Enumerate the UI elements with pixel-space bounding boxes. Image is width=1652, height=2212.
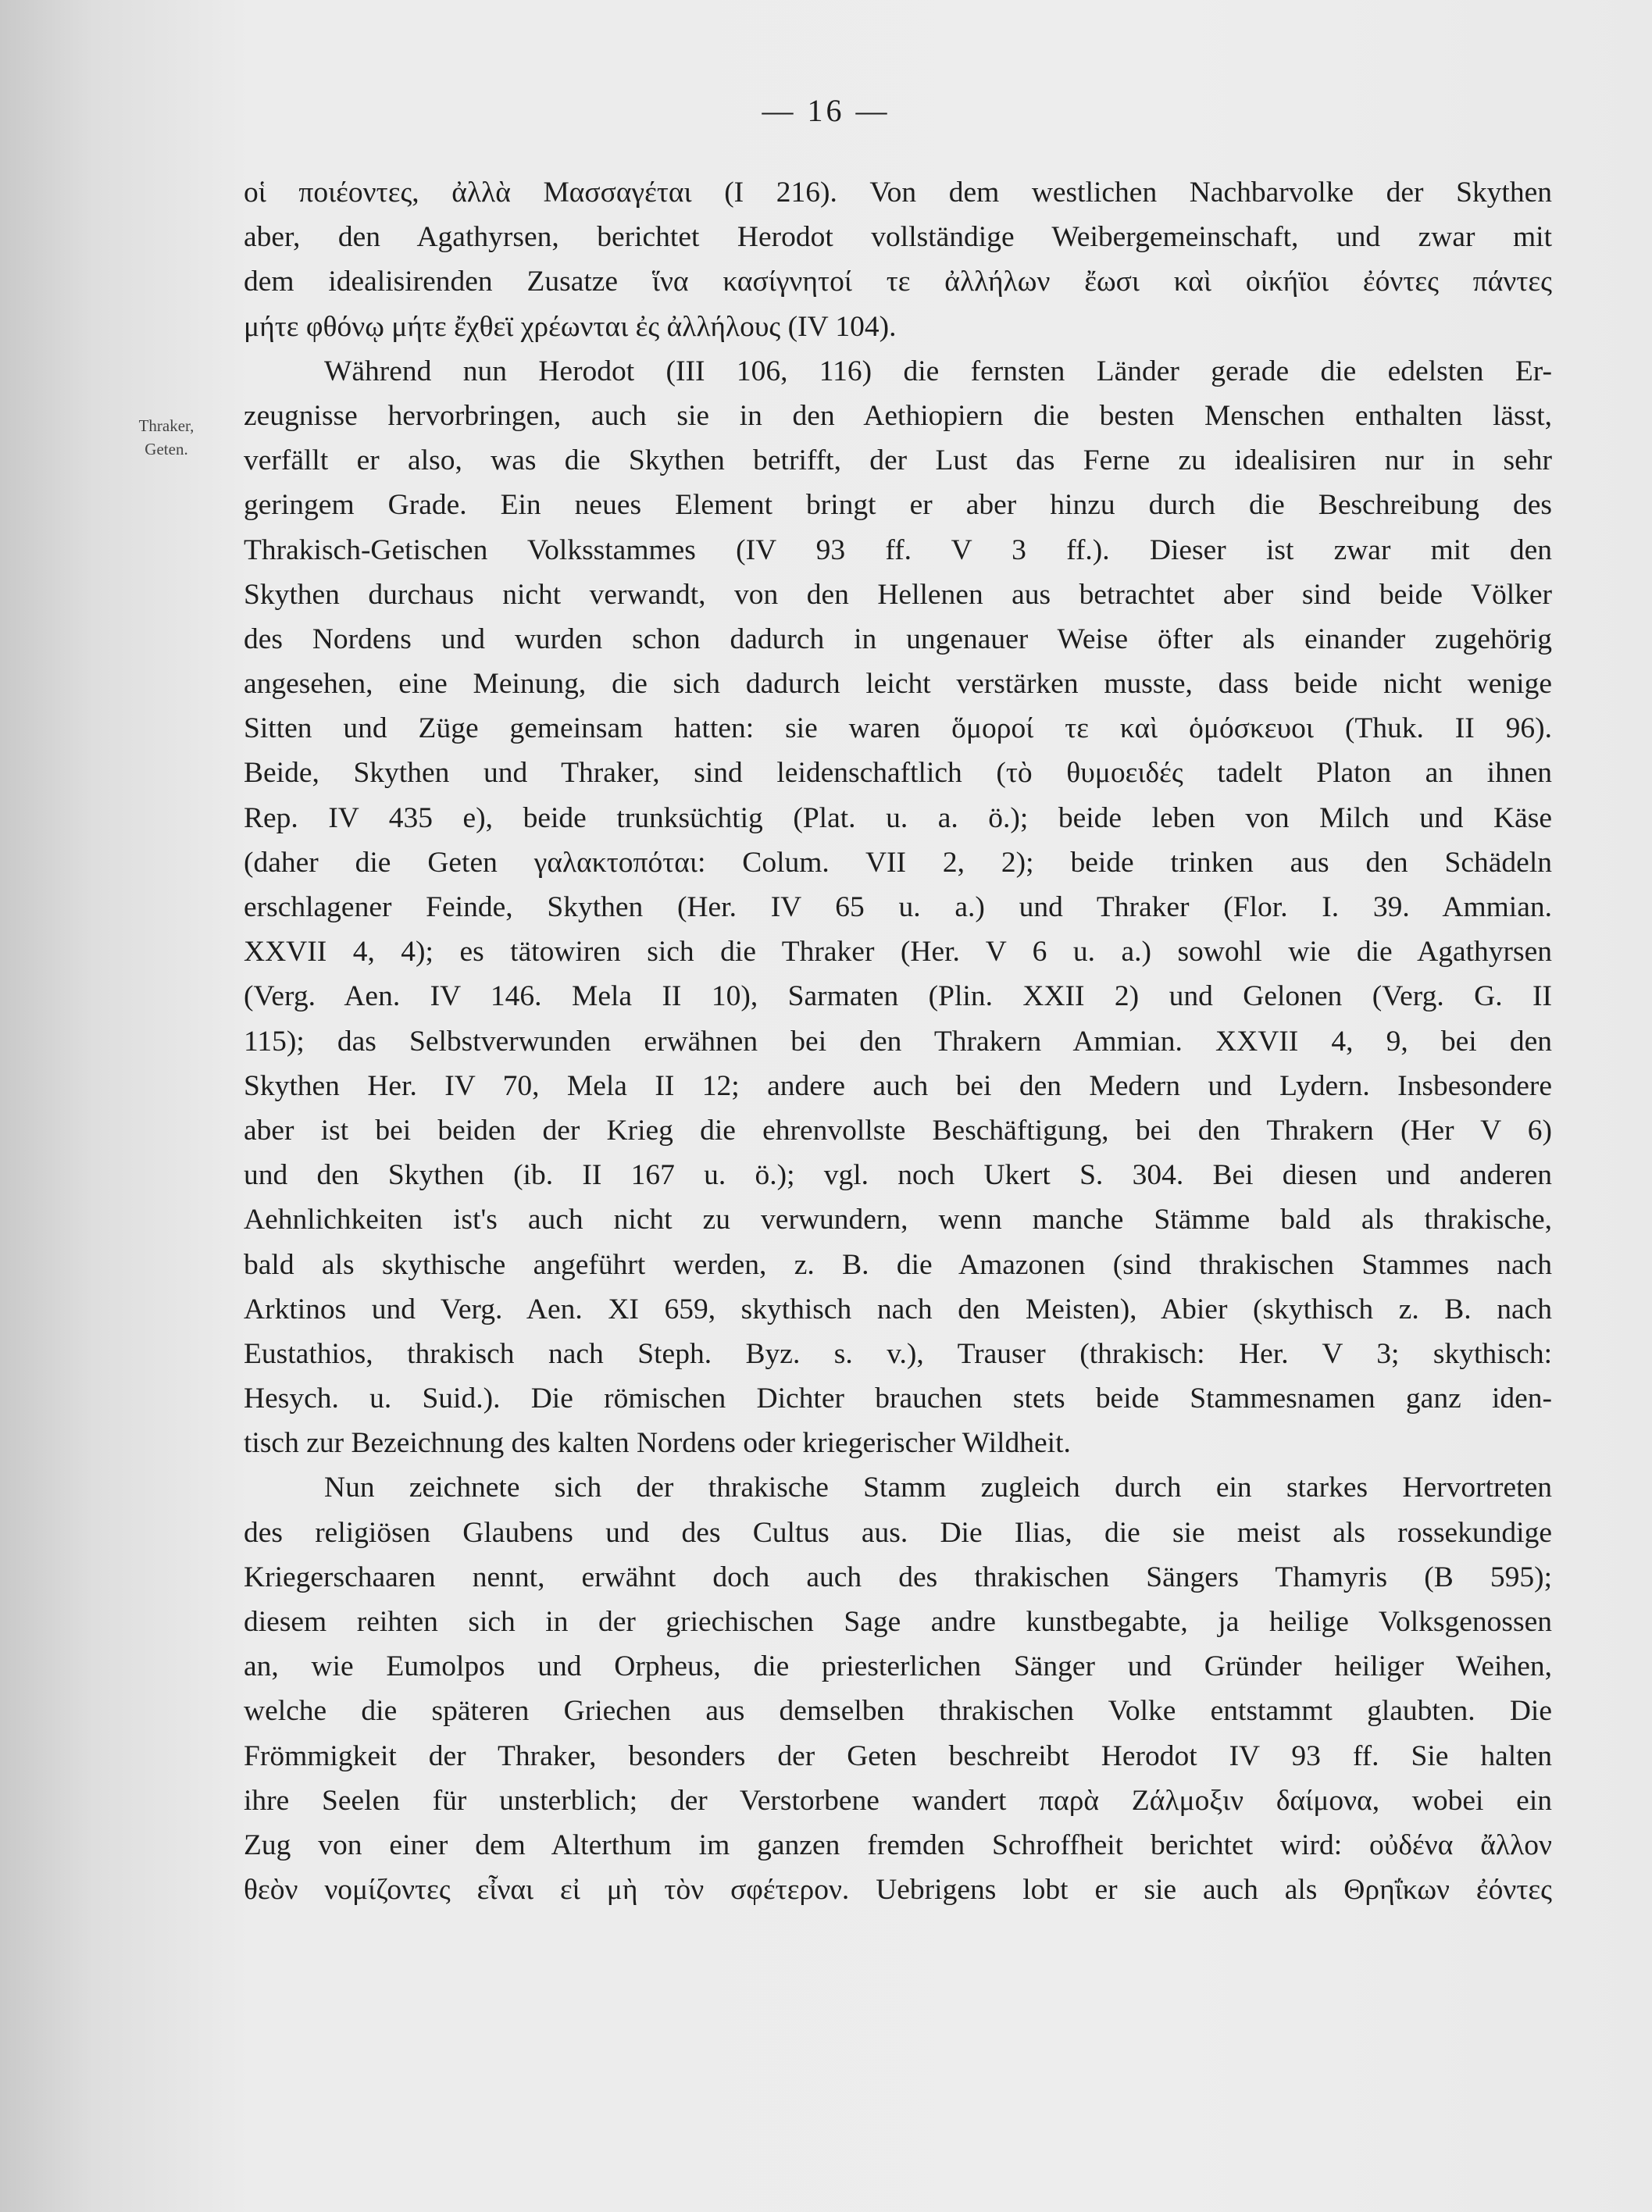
paragraph [244, 349, 1552, 1466]
body-text [244, 170, 1552, 1912]
text-line: ihre Seelen für unsterblich; der Verstorbene wandert παρὰ Ζάλμοξιν δαίμονα, wobei ein [244, 1784, 1552, 1817]
text-line: θεὸν νομίζοντες εἶναι εἰ μὴ τὸν σφέτερον. Uebrigens lobt er sie auch als Θρηΐκων ἐόντες [244, 1874, 1552, 1907]
paragraph [244, 1465, 1552, 1912]
text-line: verfällt er also, was die Skythen betrifft, der Lust das Ferne zu idealisiren nur in sehr [244, 444, 1552, 477]
text-line: Nun zeichnete sich der thrakische Stamm zugleich durch ein starkes Hervortreten [324, 1472, 1552, 1504]
text-line: tisch zur Bezeichnung des kalten Nordens oder kriegerischer Wildheit. [244, 1427, 1071, 1460]
text-line: οἱ ποιέοντες, ἀλλὰ Μασσαγέται (I 216). Von dem westlichen Nachbarvolke der Skythen [244, 177, 1552, 209]
text-line: diesem reihten sich in der griechischen Sage andre kunstbegabte, ja heilige Volksgenossen [244, 1606, 1552, 1638]
text-line: (Verg. Aen. IV 146. Mela II 10), Sarmaten (Plin. XXII 2) und Gelonen (Verg. G. II [244, 980, 1552, 1013]
text-line: angesehen, eine Meinung, die sich dadurch leicht verstärken musste, dass beide nicht wenige [244, 668, 1552, 701]
text-line: zeugnisse hervorbringen, auch sie in den Aethiopiern die besten Menschen enthalten lässt, [244, 399, 1552, 432]
text-line: Kriegerschaaren nennt, erwähnt doch auch des thrakischen Sängers Thamyris (B 595); [244, 1561, 1552, 1593]
text-line: XXVII 4, 4); es tätowiren sich die Thraker (Her. V 6 u. a.) sowohl wie die Agathyrsen [244, 936, 1552, 969]
text-line: μήτε φθόνῳ μήτε ἔχθεϊ χρέωνται ἐς ἀλλήλους (IV 104). [244, 310, 897, 343]
text-line: Hesych. u. Suid.). Die römischen Dichter brauchen stets beide Stammesnamen ganz iden- [244, 1382, 1552, 1415]
text-line: Beide, Skythen und Thraker, sind leidenschaftlich (τὸ θυμοειδές tadelt Platon an ihnen [244, 757, 1552, 790]
text-line: Arktinos und Verg. Aen. XI 659, skythisch nach den Meisten), Abier (skythisch z. B. nach [244, 1293, 1552, 1325]
text-line: bald als skythische angeführt werden, z. B. die Amazonen (sind thrakischen Stammes nach [244, 1248, 1552, 1281]
text-line: Thrakisch-Getischen Volksstammes (IV 93 ff. V 3 ff.). Dieser ist zwar mit den [244, 533, 1552, 566]
text-line: Skythen durchaus nicht verwandt, von den Hellenen aus betrachtet aber sind beide Völker [244, 578, 1552, 611]
text-line: (daher die Geten γαλακτοπόται: Colum. VII 2, 2); beide trinken aus den Schädeln [244, 846, 1552, 879]
text-line: Eustathios, thrakisch nach Steph. Byz. s. v.), Trauser (thrakisch: Her. V 3; skythisch: [244, 1337, 1552, 1370]
margin-note-line: Geten. [145, 440, 188, 458]
margin-note [116, 414, 217, 461]
text-line: und den Skythen (ib. II 167 u. ö.); vgl. noch Ukert S. 304. Bei diesen und anderen [244, 1159, 1552, 1192]
page-number: — 16 — [762, 93, 890, 128]
text-line: Während nun Herodot (III 106, 116) die fernsten Länder gerade die edelsten Er- [324, 355, 1552, 387]
text-line: Rep. IV 435 e), beide trunksüchtig (Plat. u. a. ö.); beide leben von Milch und Käse [244, 801, 1552, 834]
text-line: Skythen Her. IV 70, Mela II 12; andere auch bei den Medern und Lydern. Insbesondere [244, 1069, 1552, 1102]
text-line: Frömmigkeit der Thraker, besonders der Geten beschreibt Herodot IV 93 ff. Sie halten [244, 1739, 1552, 1772]
text-line: geringem Grade. Ein neues Element bringt er aber hinzu durch die Beschreibung des [244, 489, 1552, 522]
text-line: Sitten und Züge gemeinsam hatten: sie waren ὅμοροί τε καὶ ὁμόσκευοι (Thuk. II 96). [244, 712, 1552, 745]
text-line: aber ist bei beiden der Krieg die ehrenvollste Beschäftigung, bei den Thrakern (Her V 6) [244, 1114, 1552, 1147]
text-line: dem idealisirenden Zusatze ἵνα κασίγνητοί τε ἀλλήλων ἔωσι καὶ οἰκήϊοι ἐόντες πάντες [244, 266, 1552, 298]
text-line: erschlagener Feinde, Skythen (Her. IV 65 u. a.) und Thraker (Flor. I. 39. Ammian. [244, 891, 1552, 923]
text-line: 115); das Selbstverwunden erwähnen bei den Thrakern Ammian. XXVII 4, 9, bei den [244, 1025, 1552, 1058]
text-line: des Nordens und wurden schon dadurch in ungenauer Weise öfter als einander zugehörig [244, 623, 1552, 655]
text-line: welche die späteren Griechen aus demselben thrakischen Volke entstammt glaubten. Die [244, 1695, 1552, 1728]
margin-note-line: Thraker, [138, 416, 194, 435]
text-line: an, wie Eumolpos und Orpheus, die priesterlichen Sänger und Gründer heiliger Weihen, [244, 1650, 1552, 1683]
text-line: Aehnlichkeiten ist's auch nicht zu verwundern, wenn manche Stämme bald als thrakische, [244, 1204, 1552, 1236]
text-line: des religiösen Glaubens und des Cultus aus. Die Ilias, die sie meist als rossekundige [244, 1516, 1552, 1549]
text-line: Zug von einer dem Alterthum im ganzen fremden Schroffheit berichtet wird: οὐδένα ἄλλον [244, 1828, 1552, 1861]
text-line: aber, den Agathyrsen, berichtet Herodot vollständige Weibergemeinschaft, und zwar mit [244, 221, 1552, 254]
paragraph [244, 170, 1552, 349]
